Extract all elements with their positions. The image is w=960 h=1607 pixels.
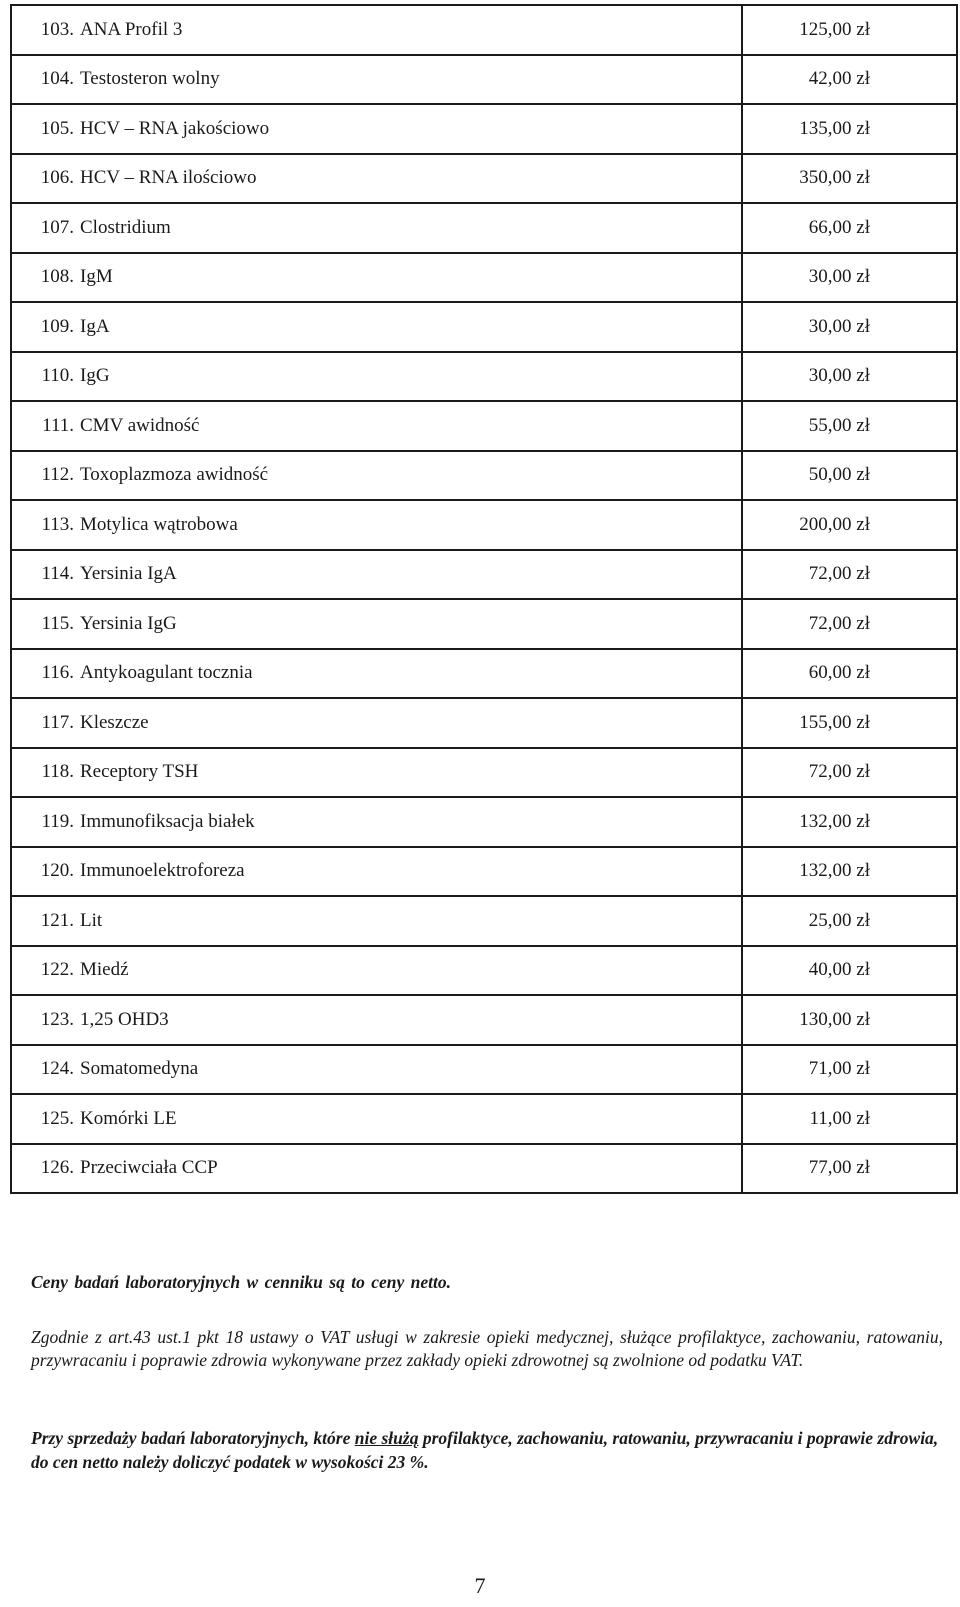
table-row	[11, 1094, 957, 1144]
row-number: 105.	[11, 104, 78, 154]
test-price: 42,00 zł	[742, 55, 957, 105]
price-table	[10, 4, 958, 1194]
row-number: 119.	[11, 797, 78, 847]
test-price: 72,00 zł	[742, 550, 957, 600]
price-table-body	[11, 5, 957, 1193]
row-number: 114.	[11, 550, 78, 600]
row-number: 117.	[11, 698, 78, 748]
table-row	[11, 550, 957, 600]
row-number: 120.	[11, 847, 78, 897]
row-number: 123.	[11, 995, 78, 1045]
vat-sale-underlined-text: nie służą	[354, 1428, 419, 1448]
test-price: 72,00 zł	[742, 748, 957, 798]
row-number: 112.	[11, 451, 78, 501]
row-number: 113.	[11, 500, 78, 550]
table-row	[11, 946, 957, 996]
test-name: Lit	[78, 896, 742, 946]
row-number: 116.	[11, 649, 78, 699]
vat-sale-text-before: Przy sprzedaży badań laboratoryjnych, które	[31, 1428, 355, 1448]
row-number: 108.	[11, 253, 78, 303]
test-price: 11,00 zł	[742, 1094, 957, 1144]
table-row	[11, 253, 957, 303]
table-row	[11, 5, 957, 55]
table-row	[11, 302, 957, 352]
test-name: Somatomedyna	[78, 1045, 742, 1095]
test-name: Motylica wątrobowa	[78, 500, 742, 550]
row-number: 115.	[11, 599, 78, 649]
table-row	[11, 154, 957, 204]
row-number: 109.	[11, 302, 78, 352]
table-row	[11, 896, 957, 946]
row-number: 103.	[11, 5, 78, 55]
test-name: IgA	[78, 302, 742, 352]
test-name: Yersinia IgG	[78, 599, 742, 649]
test-price: 350,00 zł	[742, 154, 957, 204]
row-number: 121.	[11, 896, 78, 946]
test-name: Yersinia IgA	[78, 550, 742, 600]
table-row	[11, 995, 957, 1045]
test-name: Komórki LE	[78, 1094, 742, 1144]
test-name: Immunoelektroforeza	[78, 847, 742, 897]
test-name: Antykoagulant tocznia	[78, 649, 742, 699]
test-price: 132,00 zł	[742, 797, 957, 847]
row-number: 107.	[11, 203, 78, 253]
row-number: 126.	[11, 1144, 78, 1194]
test-price: 50,00 zł	[742, 451, 957, 501]
test-name: IgM	[78, 253, 742, 303]
test-price: 72,00 zł	[742, 599, 957, 649]
test-price: 25,00 zł	[742, 896, 957, 946]
test-price: 77,00 zł	[742, 1144, 957, 1194]
test-price: 155,00 zł	[742, 698, 957, 748]
table-row	[11, 203, 957, 253]
test-name: ANA Profil 3	[78, 5, 742, 55]
test-price: 60,00 zł	[742, 649, 957, 699]
test-price: 40,00 zł	[742, 946, 957, 996]
row-number: 118.	[11, 748, 78, 798]
test-price: 30,00 zł	[742, 302, 957, 352]
table-row	[11, 698, 957, 748]
table-row	[11, 104, 957, 154]
test-name: Testosteron wolny	[78, 55, 742, 105]
test-name: Miedź	[78, 946, 742, 996]
net-prices-note: Ceny badań laboratoryjnych w cenniku są to ceny netto.	[31, 1272, 451, 1292]
test-price: 132,00 zł	[742, 847, 957, 897]
test-name: Kleszcze	[78, 698, 742, 748]
test-name: HCV – RNA jakościowo	[78, 104, 742, 154]
test-name: Przeciwciała CCP	[78, 1144, 742, 1194]
test-price: 55,00 zł	[742, 401, 957, 451]
row-number: 122.	[11, 946, 78, 996]
vat-sale-note	[31, 1426, 943, 1474]
table-row	[11, 1045, 957, 1095]
test-name: CMV awidność	[78, 401, 742, 451]
test-price: 200,00 zł	[742, 500, 957, 550]
table-row	[11, 352, 957, 402]
test-name: Toxoplazmoza awidność	[78, 451, 742, 501]
table-row	[11, 500, 957, 550]
table-row	[11, 55, 957, 105]
row-number: 125.	[11, 1094, 78, 1144]
table-row	[11, 451, 957, 501]
table-row	[11, 649, 957, 699]
test-name: IgG	[78, 352, 742, 402]
vat-exemption-note: Zgodnie z art.43 ust.1 pkt 18 ustawy o VAT usługi w zakresie opieki medycznej, służące profilaktyce, zachowaniu, ratowaniu, przywracaniu i poprawie zdrowia wykonywane przez zakłady opieki zdrowotnej są zwolnione od podatku VAT.	[31, 1327, 943, 1370]
page-number: 7	[474, 1573, 486, 1598]
test-name: 1,25 OHD3	[78, 995, 742, 1045]
test-price: 30,00 zł	[742, 352, 957, 402]
test-name: Receptory TSH	[78, 748, 742, 798]
test-name: Clostridium	[78, 203, 742, 253]
test-price: 66,00 zł	[742, 203, 957, 253]
table-row	[11, 847, 957, 897]
vat-sale-text-after: profilaktyce, zachowaniu, ratowaniu, przywracaniu i poprawie zdrowia, do cen netto należy doliczyć podatek w wysokości 23 %.	[31, 1428, 939, 1472]
test-price: 125,00 zł	[742, 5, 957, 55]
test-name: HCV – RNA ilościowo	[78, 154, 742, 204]
row-number: 106.	[11, 154, 78, 204]
test-price: 130,00 zł	[742, 995, 957, 1045]
table-row	[11, 401, 957, 451]
row-number: 104.	[11, 55, 78, 105]
test-name: Immunofiksacja białek	[78, 797, 742, 847]
row-number: 110.	[11, 352, 78, 402]
table-row	[11, 599, 957, 649]
table-row	[11, 748, 957, 798]
test-price: 71,00 zł	[742, 1045, 957, 1095]
table-row	[11, 797, 957, 847]
test-price: 30,00 zł	[742, 253, 957, 303]
row-number: 111.	[11, 401, 78, 451]
test-price: 135,00 zł	[742, 104, 957, 154]
row-number: 124.	[11, 1045, 78, 1095]
table-row	[11, 1144, 957, 1194]
